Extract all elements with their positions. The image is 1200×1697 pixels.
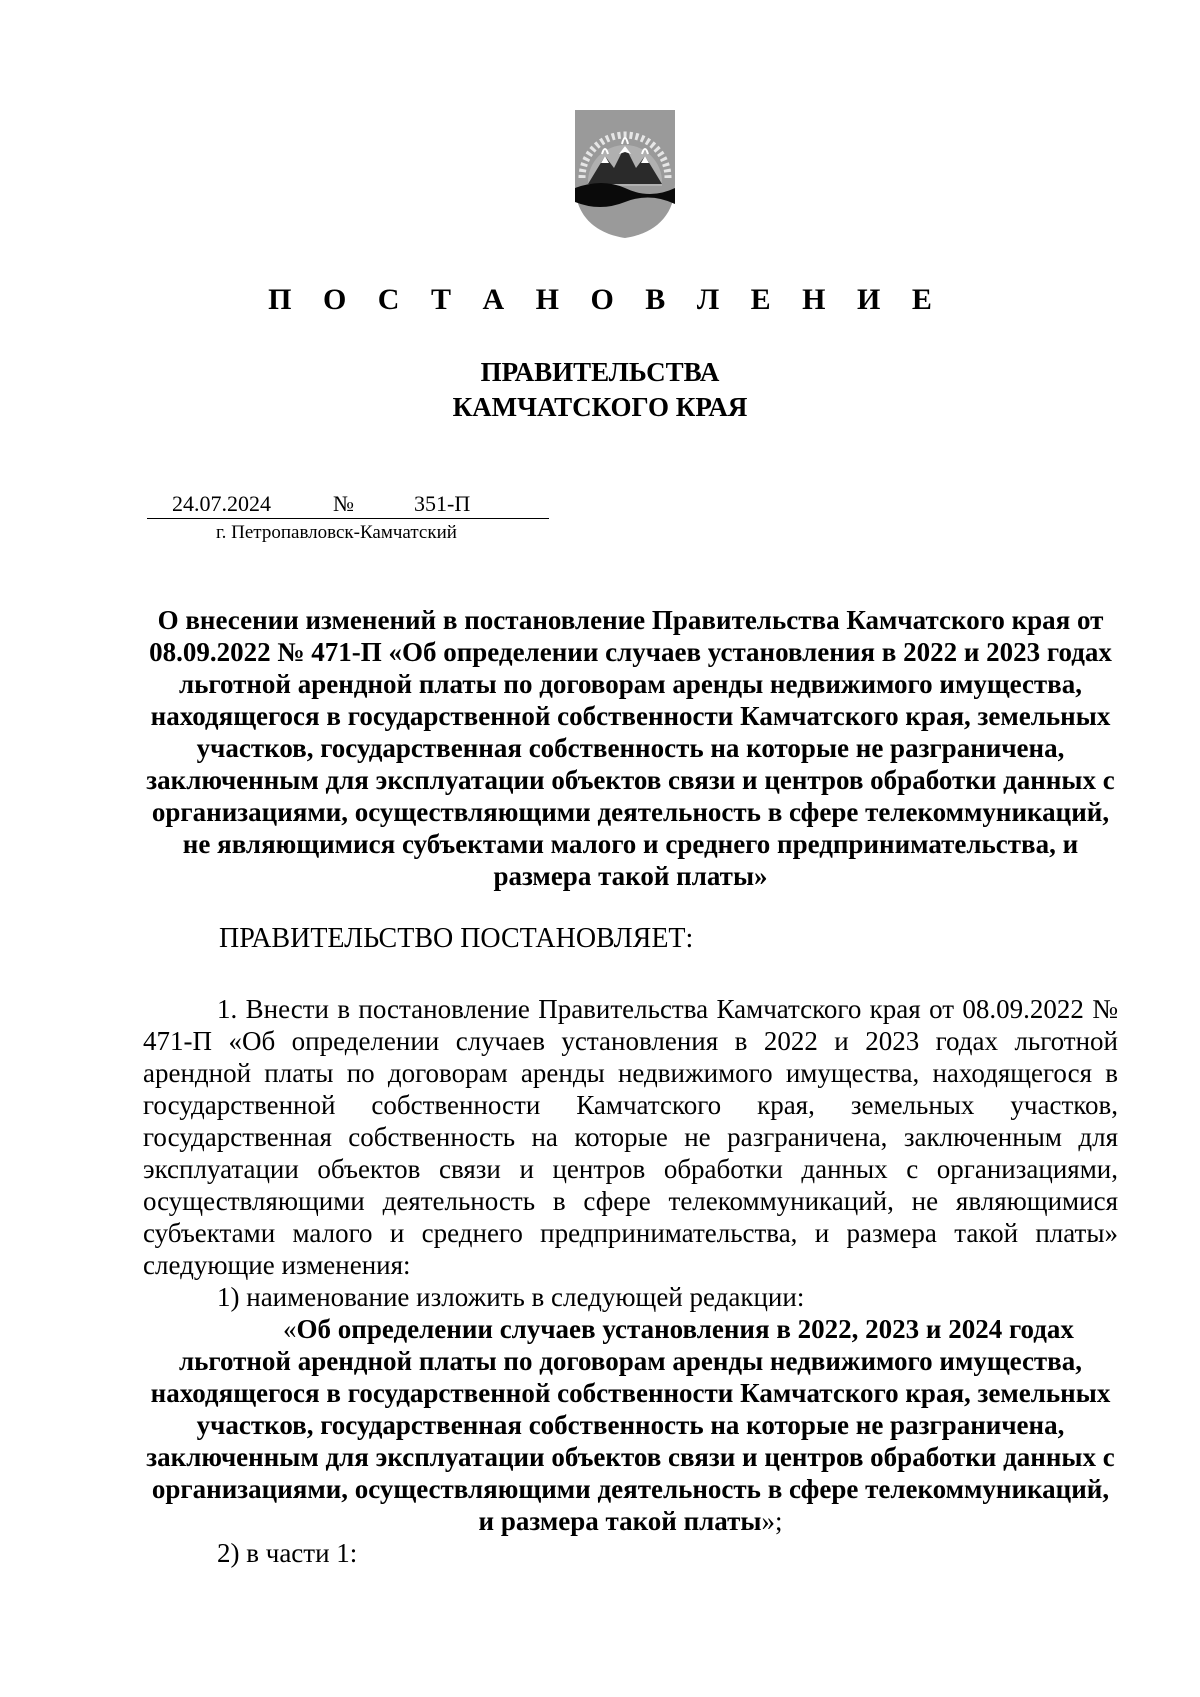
item-2: 2) в части 1:: [217, 1538, 358, 1568]
document-place: г. Петропавловск-Камчатский: [216, 522, 457, 543]
paragraph-1: 1. Внести в постановление Правительства Камчатского края от 08.09.2022 № 471-П «Об определении случаев установления в 2022 и 2023 годах льготной арендной платы по договорам аренды недвижимого имущества, находящегося в государственной собственности Камчатского края, земельных участков, государственная собственность на которые не разграничена, заключенным для эксплуатации объектов связи и центров обработки данных с организациями, осуществляющими деятельность в сфере телекоммуникаций, не являющимися субъектами малого и среднего предпринимательства, и размера такой платы» следующие изменения:: [143, 994, 1118, 1280]
item-1: 1) наименование изложить в следующей редакции:: [217, 1282, 805, 1312]
registration-underline: [147, 518, 549, 519]
decree-clause: ПРАВИТЕЛЬСТВО ПОСТАНОВЛЯЕТ:: [219, 923, 694, 954]
new-title-quote: [143, 1313, 1118, 1537]
document-number-sign: №: [333, 491, 354, 516]
document-body: [143, 993, 1118, 1569]
quote-first-line: Об определении случаев установления в 2022, 2023 и 2024 годах: [296, 1314, 1074, 1344]
kamchatka-coat-of-arms-icon: [572, 108, 678, 240]
issuing-authority-line1: ПРАВИТЕЛЬСТВА: [480, 357, 720, 387]
issuing-authority-line2: КАМЧАТСКОГО КРАЯ: [452, 392, 748, 422]
quote-open-mark: «: [283, 1314, 297, 1344]
document-number: 351-П: [414, 491, 471, 516]
quote-rest: льготной арендной платы по договорам аренды недвижимого имущества, находящегося в государственной собственности Камчатского края, земельных участков, государственная собственность на которые не разграничена, заключенным для эксплуатации объектов связи и центров обработки данных с организациями, осуществляющими деятельность в сфере телекоммуникаций, и размера такой платы: [146, 1346, 1115, 1536]
document-date: 24.07.2024: [172, 491, 271, 516]
document-title: О внесении изменений в постановление Правительства Камчатского края от 08.09.2022 № 471-П «Об определении случаев установления в 2022 и 2023 годах льготной арендной платы по договорам аренды недвижимого имущества, находящегося в государственной собственности Камчатского края, земельных участков, государственная собственность на которые не разграничена, заключенным для эксплуатации объектов связи и центров обработки данных с организациями, осуществляющими деятельность в сфере телекоммуникаций, не являющимися субъектами малого и среднего предпринимательства, и размера такой платы»: [146, 605, 1115, 891]
document-type-heading: П О С Т А Н О В Л Е Н И Е: [268, 283, 944, 316]
quote-close-mark: »;: [761, 1506, 783, 1536]
issuing-authority: [0, 355, 1200, 425]
